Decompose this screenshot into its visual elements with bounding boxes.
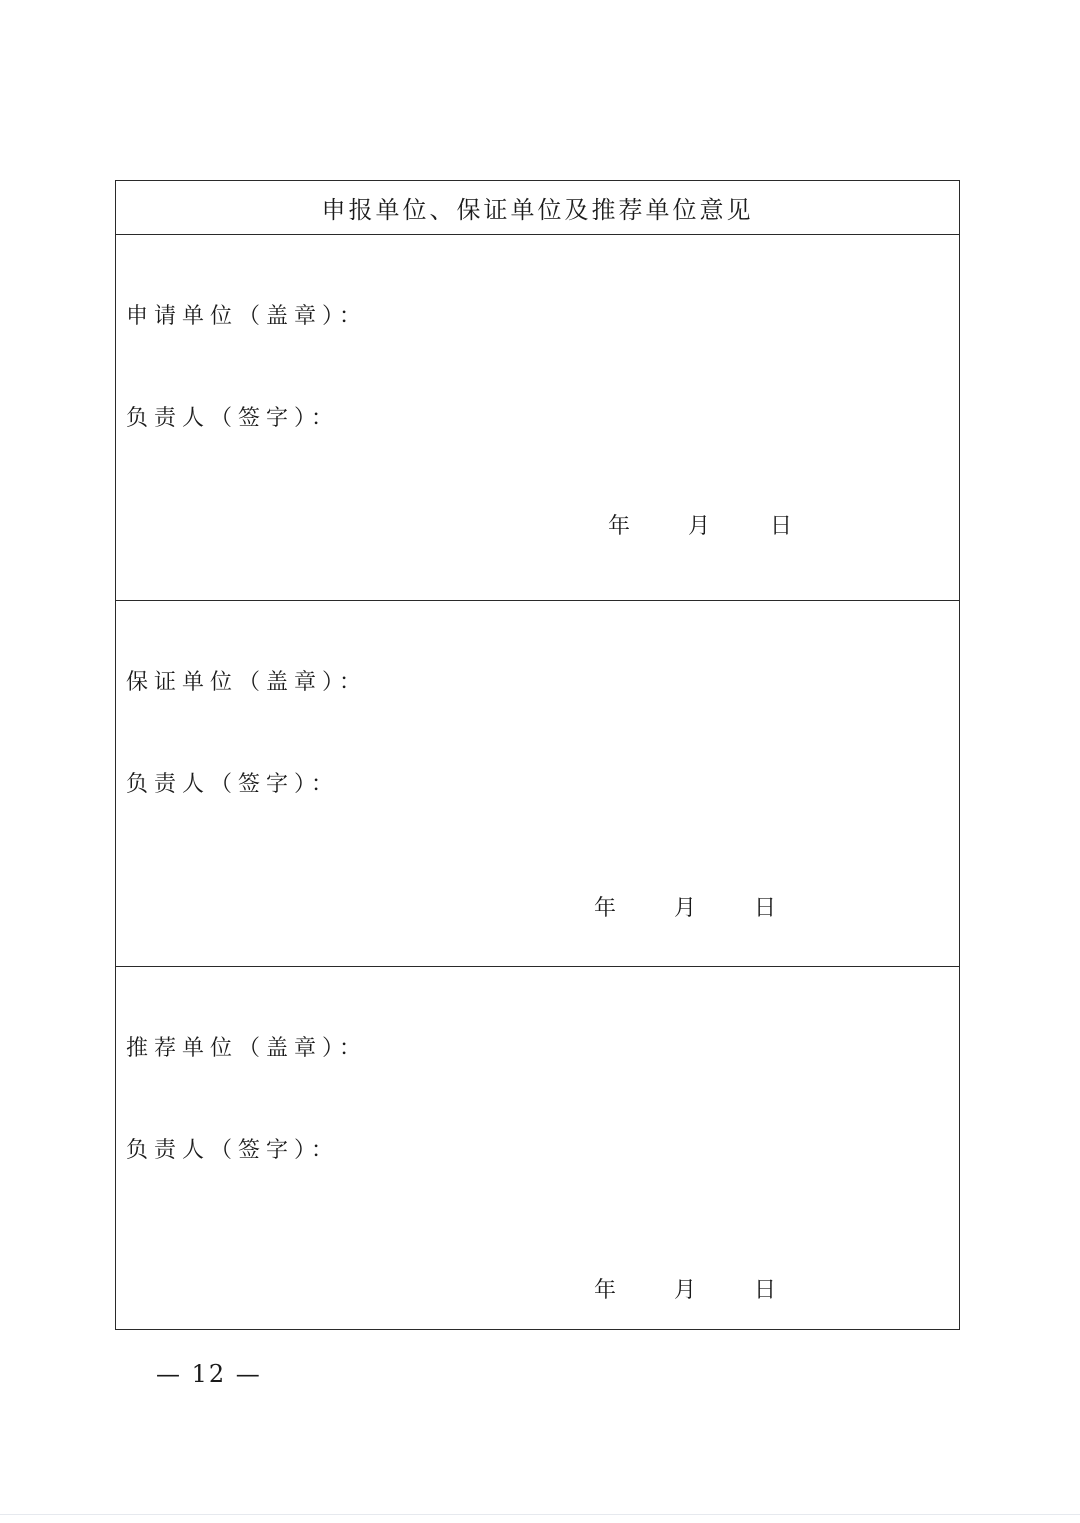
guarantor-date-day: 日 xyxy=(754,896,777,921)
applicant-section xyxy=(116,235,959,601)
guarantor-unit-label: 保证单位（盖章）： xyxy=(126,670,368,695)
recommender-unit-label: 推荐单位（盖章）： xyxy=(126,1036,368,1061)
page-number: — 12 — xyxy=(156,1360,262,1388)
guarantor-person-label: 负责人（签字）： xyxy=(126,772,340,797)
recommender-date-month: 月 xyxy=(674,1278,697,1303)
form-title: 申报单位、保证单位及推荐单位意见 xyxy=(321,196,754,224)
applicant-date-month: 月 xyxy=(688,514,711,539)
form-header-row xyxy=(116,181,959,235)
opinion-form-table xyxy=(115,180,960,1330)
guarantor-date-year: 年 xyxy=(594,896,617,921)
applicant-unit-label: 申请单位（盖章）： xyxy=(126,304,368,329)
recommender-date-day: 日 xyxy=(754,1278,777,1303)
recommender-date-year: 年 xyxy=(594,1278,617,1303)
recommender-section xyxy=(116,967,959,1329)
applicant-date-year: 年 xyxy=(608,514,631,539)
page-bottom-divider xyxy=(0,1514,1080,1515)
guarantor-section xyxy=(116,601,959,967)
guarantor-date-month: 月 xyxy=(674,896,697,921)
applicant-date-day: 日 xyxy=(770,514,793,539)
applicant-person-label: 负责人（签字）： xyxy=(126,406,340,431)
recommender-person-label: 负责人（签字）： xyxy=(126,1138,340,1163)
